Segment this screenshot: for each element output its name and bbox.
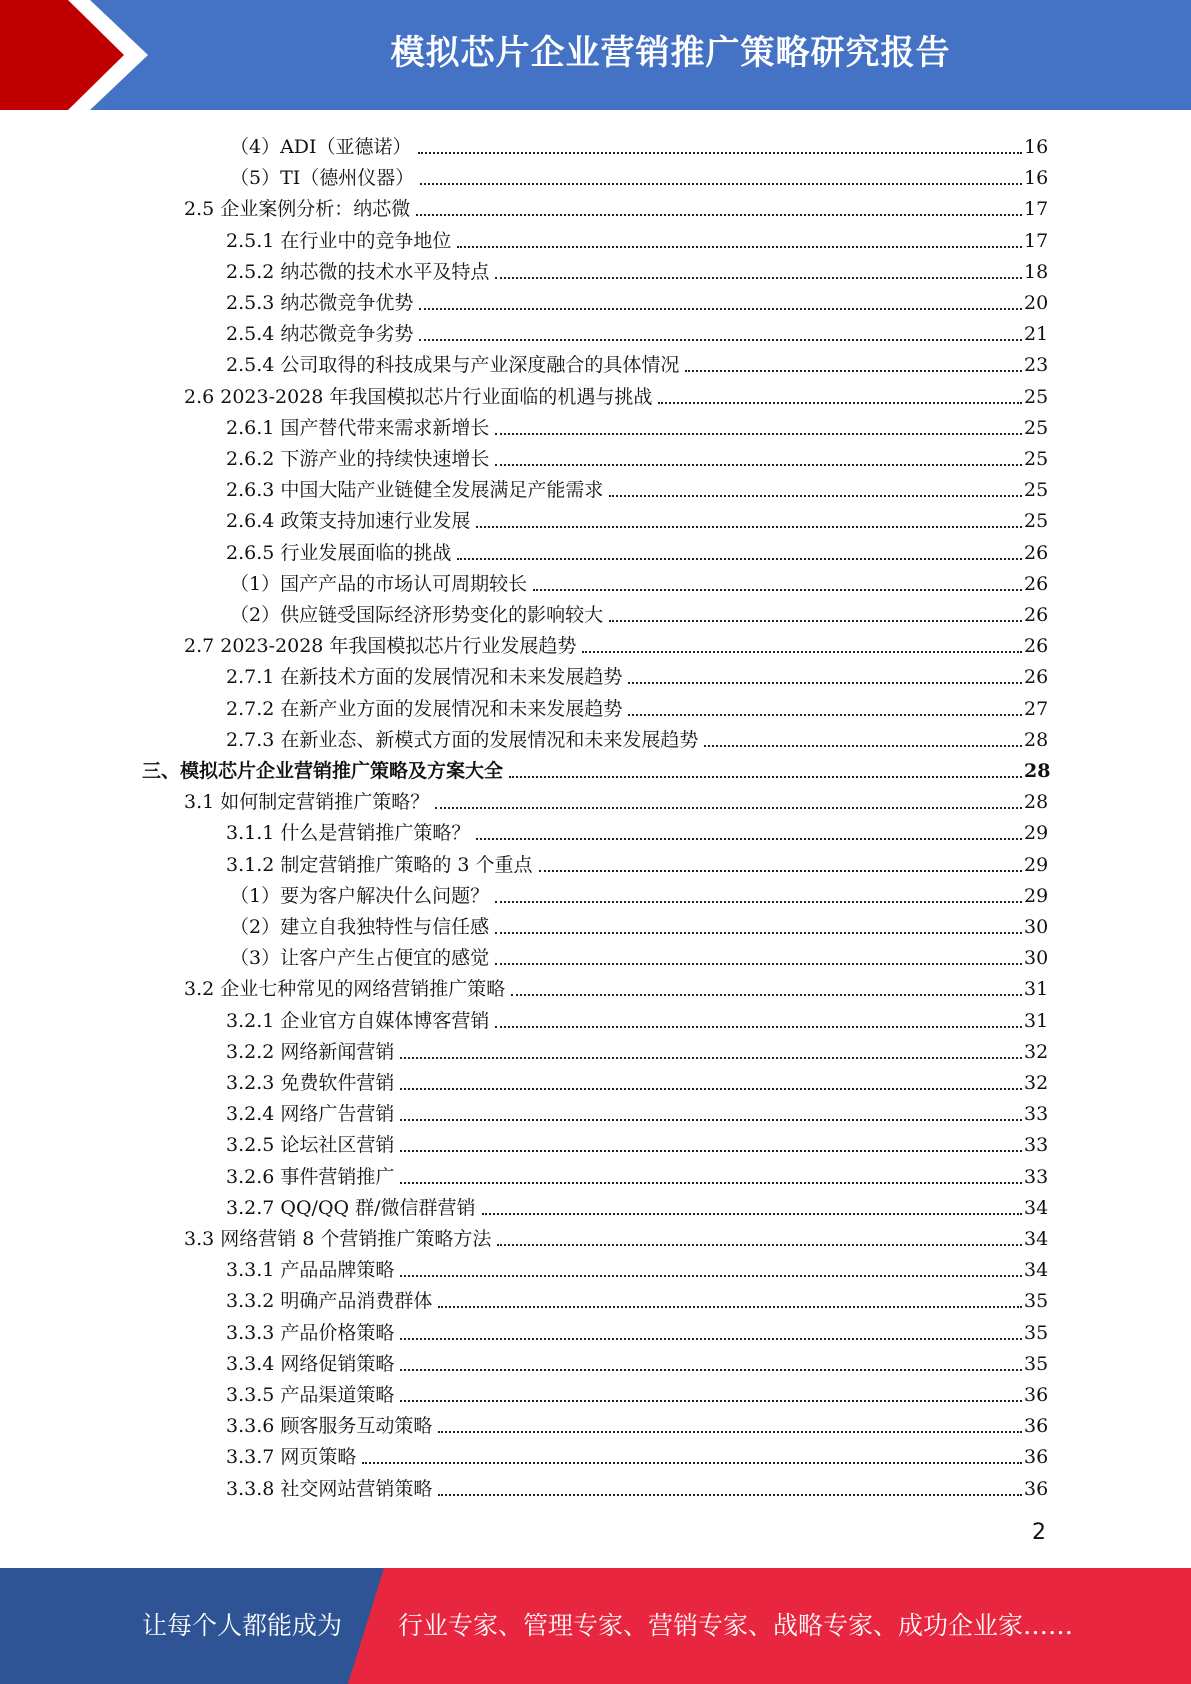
toc-entry[interactable] (230, 908, 1048, 939)
toc-entry-page: 28 (1024, 760, 1051, 782)
toc-entry-label: 2.6.4 政策支持加速行业发展 (226, 510, 471, 532)
toc-dot-leader (495, 413, 1022, 435)
toc-entry-label: 3.3.8 社交网站营销策略 (226, 1478, 433, 1500)
toc-entry-page: 18 (1024, 261, 1049, 283)
toc-entry[interactable] (184, 627, 1048, 658)
toc-entry-label: 3.2 企业七种常见的网络营销推广策略 (184, 978, 506, 1000)
toc-entry-page: 26 (1024, 635, 1049, 657)
toc-entry[interactable] (184, 970, 1048, 1001)
toc-entry[interactable] (226, 471, 1048, 502)
toc-entry[interactable] (226, 222, 1048, 253)
toc-dot-leader (495, 257, 1022, 279)
toc-entry[interactable] (226, 1438, 1048, 1469)
toc-entry[interactable] (184, 1220, 1048, 1251)
toc-dot-leader (400, 1130, 1022, 1152)
toc-entry[interactable] (226, 1282, 1048, 1313)
toc-dot-leader (495, 943, 1022, 965)
toc-entry-label: （2）建立自我独特性与信任感 (230, 916, 490, 938)
toc-entry[interactable] (230, 596, 1048, 627)
toc-entry-page: 25 (1024, 448, 1049, 470)
toc-entry-label: 2.6.3 中国大陆产业链健全发展满足产能需求 (226, 479, 604, 501)
toc-dot-leader (400, 1349, 1022, 1371)
toc-entry[interactable] (226, 1470, 1048, 1501)
toc-dot-leader (497, 1224, 1022, 1246)
toc-entry-label: 2.5.1 在行业中的竞争地位 (226, 230, 452, 252)
toc-entry[interactable] (226, 1126, 1048, 1157)
report-title: 模拟芯片企业营销推广策略研究报告 (390, 33, 951, 73)
toc-entry-page: 36 (1024, 1415, 1049, 1437)
toc-dot-leader (609, 600, 1022, 622)
toc-dot-leader (418, 132, 1022, 154)
toc-entry-label: 2.7.3 在新业态、新模式方面的发展情况和未来发展趋势 (226, 729, 699, 751)
toc-entry-page: 32 (1024, 1072, 1049, 1094)
toc-entry-label: 2.7.2 在新产业方面的发展情况和未来发展趋势 (226, 698, 623, 720)
toc-dot-leader (400, 1255, 1022, 1277)
toc-entry-label: 3.2.2 网络新闻营销 (226, 1041, 395, 1063)
toc-entry-label: 2.5.4 纳芯微竞争劣势 (226, 323, 414, 345)
toc-entry-label: 2.5.2 纳芯微的技术水平及特点 (226, 261, 490, 283)
toc-entry-page: 30 (1024, 916, 1049, 938)
toc-dot-leader (495, 444, 1022, 466)
toc-entry-page: 21 (1024, 323, 1049, 345)
toc-dot-leader (400, 1037, 1022, 1059)
toc-dot-leader (400, 1318, 1022, 1340)
toc-entry-page: 25 (1024, 479, 1049, 501)
toc-dot-leader (482, 1193, 1022, 1215)
toc-entry-page: 33 (1024, 1134, 1049, 1156)
toc-dot-leader (419, 288, 1022, 310)
toc-entry[interactable] (226, 1407, 1048, 1438)
toc-entry[interactable] (226, 814, 1048, 845)
toc-entry-label: 3.1 如何制定营销推广策略？ (184, 791, 430, 813)
toc-dot-leader (658, 382, 1022, 404)
toc-dot-leader (582, 631, 1022, 653)
toc-entry[interactable] (226, 1033, 1048, 1064)
toc-entry-label: （4）ADI（亚德诺） (230, 136, 412, 158)
toc-dot-leader (609, 475, 1022, 497)
toc-entry[interactable] (226, 534, 1048, 565)
toc-entry-label: 2.7 2023-2028 年我国模拟芯片行业发展趋势 (184, 635, 577, 657)
toc-entry[interactable] (226, 1251, 1048, 1282)
toc-entry-label: （1）国产产品的市场认可周期较长 (230, 573, 528, 595)
toc-entry-page: 17 (1024, 230, 1049, 252)
toc-entry-page: 26 (1024, 666, 1049, 688)
toc-entry[interactable] (226, 315, 1048, 346)
toc-entry-label: 2.6.1 国产替代带来需求新增长 (226, 417, 490, 439)
toc-entry[interactable] (184, 378, 1048, 409)
toc-entry-label: 3.2.4 网络广告营销 (226, 1103, 395, 1125)
toc-entry[interactable] (230, 877, 1048, 908)
footer-slogan-left: 让每个人都能成为 (142, 1611, 343, 1640)
toc-dot-leader (438, 1474, 1022, 1496)
toc-entry[interactable] (226, 346, 1048, 377)
toc-dot-leader (400, 1068, 1022, 1090)
toc-entry-page: 30 (1024, 947, 1049, 969)
toc-entry[interactable] (226, 1314, 1048, 1345)
toc-entry-page: 26 (1024, 573, 1049, 595)
toc-entry-page: 29 (1024, 822, 1049, 844)
toc-entry[interactable] (226, 502, 1048, 533)
toc-entry-page: 33 (1024, 1103, 1049, 1125)
toc-entry[interactable] (230, 128, 1048, 159)
toc-entry[interactable] (226, 409, 1048, 440)
toc-dot-leader (362, 1442, 1022, 1464)
toc-entry-label: 3.1.2 制定营销推广策略的 3 个重点 (226, 854, 533, 876)
toc-dot-leader (400, 1162, 1022, 1184)
toc-entry[interactable] (226, 1002, 1048, 1033)
toc-entry-label: （5）TI（德州仪器） (230, 167, 415, 189)
toc-entry-page: 35 (1024, 1322, 1049, 1344)
toc-dot-leader (509, 756, 1022, 778)
toc-entry-page: 36 (1024, 1478, 1049, 1500)
toc-dot-leader (476, 506, 1022, 528)
toc-entry-page: 36 (1024, 1446, 1049, 1468)
toc-entry[interactable] (226, 440, 1048, 471)
toc-dot-leader (495, 881, 1022, 903)
toc-dot-leader (435, 787, 1022, 809)
toc-dot-leader (400, 1380, 1022, 1402)
toc-dot-leader (511, 974, 1022, 996)
toc-entry[interactable] (230, 565, 1048, 596)
toc-entry-label: （3）让客户产生占便宜的感觉 (230, 947, 490, 969)
toc-entry-label: 3.2.5 论坛社区营销 (226, 1134, 395, 1156)
toc-entry-page: 31 (1024, 978, 1049, 1000)
toc-entry-page: 25 (1024, 510, 1049, 532)
toc-entry-page: 16 (1024, 167, 1049, 189)
toc-dot-leader (539, 850, 1022, 872)
toc-entry[interactable] (226, 846, 1048, 877)
page-footer (0, 1568, 1191, 1684)
toc-entry[interactable] (226, 1345, 1048, 1376)
toc-dot-leader (457, 226, 1022, 248)
toc-entry-label: 3.3.4 网络促销策略 (226, 1353, 395, 1375)
toc-entry-label: 3.3.2 明确产品消费群体 (226, 1290, 433, 1312)
toc-entry-label: 2.6.2 下游产业的持续快速增长 (226, 448, 490, 470)
toc-entry-page: 28 (1024, 729, 1049, 751)
toc-entry-page: 26 (1024, 604, 1049, 626)
toc-dot-leader (628, 662, 1022, 684)
toc-entry-page: 32 (1024, 1041, 1049, 1063)
toc-entry[interactable] (226, 1189, 1048, 1220)
toc-entry-label: 3.2.3 免费软件营销 (226, 1072, 395, 1094)
page-number: 2 (1032, 1520, 1046, 1545)
toc-entry-page: 35 (1024, 1353, 1049, 1375)
toc-entry-page: 34 (1024, 1259, 1049, 1281)
toc-entry-label: 3.3.1 产品品牌策略 (226, 1259, 395, 1281)
toc-entry-label: 2.5.4 公司取得的科技成果与产业深度融合的具体情况 (226, 354, 680, 376)
toc-entry-label: 3.3.3 产品价格策略 (226, 1322, 395, 1344)
toc-entry-label: 3.3.5 产品渠道策略 (226, 1384, 395, 1406)
page-header (0, 0, 1191, 110)
header-arrow-icon (0, 0, 160, 110)
toc-dot-leader (438, 1411, 1022, 1433)
toc-dot-leader (704, 725, 1022, 747)
toc-entry-label: 3.2.6 事件营销推广 (226, 1166, 395, 1188)
toc-entry[interactable] (226, 1095, 1048, 1126)
toc-entry-label: 3.2.7 QQ/QQ 群/微信群营销 (226, 1197, 476, 1219)
toc-entry-page: 26 (1024, 542, 1049, 564)
toc-dot-leader (495, 1006, 1022, 1028)
toc-entry-page: 25 (1024, 386, 1049, 408)
toc-entry-page: 17 (1024, 198, 1049, 220)
toc-dot-leader (533, 569, 1022, 591)
toc-entry-page: 16 (1024, 136, 1049, 158)
toc-entry[interactable] (226, 1376, 1048, 1407)
toc-entry[interactable] (226, 253, 1048, 284)
toc-entry-page: 34 (1024, 1228, 1049, 1250)
toc-entry-label: 三、模拟芯片企业营销推广策略及方案大全 (142, 760, 504, 782)
toc-entry-page: 29 (1024, 885, 1049, 907)
toc-dot-leader (400, 1099, 1022, 1121)
toc-entry-label: 2.6.5 行业发展面临的挑战 (226, 542, 452, 564)
toc-entry-page: 33 (1024, 1166, 1049, 1188)
toc-entry-page: 27 (1024, 698, 1049, 720)
toc-entry[interactable] (184, 190, 1048, 221)
toc-dot-leader (419, 319, 1022, 341)
toc-entry-label: 3.3.7 网页策略 (226, 1446, 357, 1468)
toc-dot-leader (416, 194, 1022, 216)
toc-entry-page: 29 (1024, 854, 1049, 876)
toc-entry[interactable] (226, 284, 1048, 315)
toc-dot-leader (495, 912, 1022, 934)
toc-entry-label: 2.5 企业案例分析：纳芯微 (184, 198, 411, 220)
toc-entry-page: 28 (1024, 791, 1049, 813)
toc-dot-leader (685, 350, 1022, 372)
toc-entry[interactable] (226, 658, 1048, 689)
toc-dot-leader (420, 163, 1022, 185)
toc-entry-page: 35 (1024, 1290, 1049, 1312)
toc-entry-page: 34 (1024, 1197, 1049, 1219)
toc-entry[interactable] (230, 159, 1048, 190)
toc-entry-label: 3.3 网络营销 8 个营销推广策略方法 (184, 1228, 492, 1250)
toc-entry-label: （2）供应链受国际经济形势变化的影响较大 (230, 604, 604, 626)
toc-entry[interactable] (184, 783, 1048, 814)
toc-entry-label: 3.1.1 什么是营销推广策略？ (226, 822, 471, 844)
toc-entry[interactable] (230, 939, 1048, 970)
toc-entry-page: 23 (1024, 354, 1049, 376)
toc-entry-label: 3.2.1 企业官方自媒体博客营销 (226, 1010, 490, 1032)
toc-entry[interactable] (226, 721, 1048, 752)
toc-entry-page: 36 (1024, 1384, 1049, 1406)
toc-entry-page: 31 (1024, 1010, 1049, 1032)
toc-entry-label: （1）要为客户解决什么问题？ (230, 885, 490, 907)
toc-entry-page: 20 (1024, 292, 1049, 314)
toc-entry[interactable] (226, 1064, 1048, 1095)
toc-entry-page: 25 (1024, 417, 1049, 439)
toc-entry[interactable] (142, 752, 1051, 783)
toc-entry-label: 3.3.6 顾客服务互动策略 (226, 1415, 433, 1437)
toc-entry-label: 2.5.3 纳芯微竞争优势 (226, 292, 414, 314)
toc-dot-leader (438, 1286, 1022, 1308)
toc-dot-leader (457, 538, 1022, 560)
footer-slogan-right: 行业专家、管理专家、营销专家、战略专家、成功企业家…… (398, 1611, 1074, 1640)
toc-entry[interactable] (226, 690, 1048, 721)
toc-entry[interactable] (226, 1158, 1048, 1189)
toc-entry-label: 2.6 2023-2028 年我国模拟芯片行业面临的机遇与挑战 (184, 386, 653, 408)
toc-entry-label: 2.7.1 在新技术方面的发展情况和未来发展趋势 (226, 666, 623, 688)
toc-dot-leader (628, 694, 1022, 716)
toc-dot-leader (476, 818, 1022, 840)
